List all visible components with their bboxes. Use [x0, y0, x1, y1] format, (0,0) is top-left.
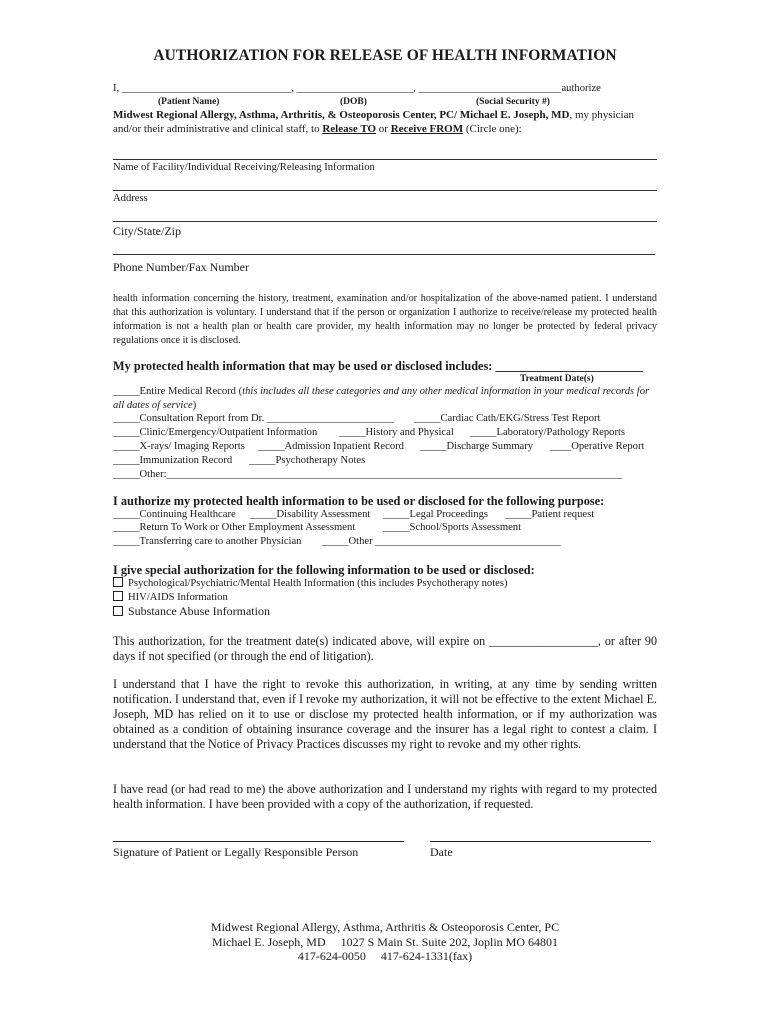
- substance-abuse-label: Substance Abuse Information: [128, 604, 270, 618]
- revocation-paragraph: I understand that I have the right to revoke this authorization, in writing, at any time by sending written notification. I understand that, even if I revoke my authorization, it will not be effective to the extent Michael E. Joseph, MD has relied on it to use or disclose my protected health information, or if my authorization was obtained as a condition of obtaining insurance coverage and the insurer has a legal right to contest a claim. I understand that the Notice of Privacy Practices discusses my right to revoke and my other rights.: [113, 677, 657, 751]
- return-to-work-item[interactable]: _____Return To Work or Other Employment Assessment: [113, 522, 356, 533]
- release-line-start: and/or their administrative and clinical staff, to: [113, 123, 323, 135]
- hiv-aids-label: HIV/AIDS Information: [128, 592, 228, 603]
- other-item[interactable]: _____Other:______________________________________________________________________________________: [113, 469, 623, 480]
- release-line: [113, 123, 522, 135]
- cardiac-cath-item[interactable]: _____Cardiac Cath/EKG/Stress Test Report: [414, 413, 601, 424]
- checkbox-icon[interactable]: [113, 606, 123, 616]
- circle-one-text: (Circle one):: [463, 123, 522, 135]
- facility-field-line[interactable]: [113, 159, 657, 160]
- voluntary-paragraph: health information concerning the history, treatment, examination and/or hospitalization of the above-named patient. I understand that this authorization is voluntary. I understand that if the person or organization I authorize to receive/release my protected health information is not a health plan or health care provider, my health information may no longer be protected by federal privacy regulations once it is disclosed.: [113, 293, 657, 346]
- operative-report-item[interactable]: ____Operative Report: [550, 441, 645, 452]
- continuing-healthcare-item[interactable]: _____Continuing Healthcare: [113, 509, 236, 520]
- history-physical-item[interactable]: _____History and Physical: [339, 427, 454, 438]
- or-text: or: [376, 123, 391, 135]
- provider-name: Midwest Regional Allergy, Asthma, Arthritis, & Osteoporosis Center, PC/ Michael E. Joseph, MD: [113, 109, 570, 121]
- lab-pathology-item[interactable]: _____Laboratory/Pathology Reports: [470, 427, 626, 438]
- expiration-paragraph: This authorization, for the treatment date(s) indicated above, will expire on __________________, or after 90 days if not specified (or through the end of litigation).: [113, 634, 657, 663]
- hiv-aids-checkbox-item[interactable]: [113, 591, 228, 603]
- transferring-care-item[interactable]: _____Transferring care to another Physician: [113, 536, 302, 547]
- ssn-label: (Social Security #): [476, 97, 550, 107]
- clinic-emergency-item[interactable]: _____Clinic/Emergency/Outpatient Information: [113, 427, 318, 438]
- footer-address: Michael E. Joseph, MD 1027 S Main St. Suite 202, Joplin MO 64801: [211, 935, 558, 949]
- phone-field-line[interactable]: [113, 254, 655, 255]
- patient-request-item[interactable]: _____Patient request: [505, 509, 595, 520]
- entire-record-note: this includes all these categories and any other medical information in your medical records for all dates of service: [113, 386, 650, 411]
- acknowledgement-paragraph: I have read (or had read to me) the above authorization and I understand my rights with regard to my protected health information. I have been provided with a copy of the authorization, if requested.: [113, 782, 657, 811]
- section3-heading: I give special authorization for the following information to be used or disclosed:: [113, 563, 535, 577]
- mental-health-label: Psychological/Psychiatric/Mental Health Information (this includes Psychotherapy notes): [128, 578, 508, 589]
- admission-record-item[interactable]: _____Admission Inpatient Record: [258, 441, 404, 452]
- substance-abuse-checkbox-item[interactable]: [113, 604, 270, 619]
- footer-org: Midwest Regional Allergy, Asthma, Arthritis & Osteoporosis Center, PC: [210, 920, 560, 934]
- disability-assessment-item[interactable]: _____Disability Assessment: [250, 509, 371, 520]
- signature-label: Signature of Patient or Legally Responsible Person: [113, 845, 359, 859]
- signature-line[interactable]: [113, 841, 404, 842]
- psychotherapy-notes-item[interactable]: _____Psychotherapy Notes: [249, 455, 366, 466]
- section2-heading: I authorize my protected health information to be used or disclosed for the following purpose:: [113, 494, 605, 508]
- legal-proceedings-item[interactable]: _____Legal Proceedings: [383, 509, 489, 520]
- provider-tail: , my physician: [569, 109, 634, 121]
- page-title: AUTHORIZATION FOR RELEASE OF HEALTH INFORMATION: [153, 47, 617, 64]
- date-line[interactable]: [430, 841, 651, 842]
- entire-record-prefix: _____Entire Medical Record (: [113, 386, 243, 397]
- footer-phone: 417-624-0050 417-624-1331(fax): [297, 949, 473, 963]
- treatment-dates-label: Treatment Date(s): [520, 374, 594, 384]
- dob-label: (DOB): [340, 97, 367, 107]
- consultation-report-item[interactable]: _____Consultation Report from Dr. ________________________: [113, 413, 395, 424]
- school-sports-item[interactable]: _____School/Sports Assessment: [383, 522, 522, 533]
- mental-health-checkbox-item[interactable]: [113, 577, 508, 589]
- entire-record-item[interactable]: [113, 385, 657, 412]
- patient-name-label: (Patient Name): [158, 97, 220, 107]
- city-label: City/State/Zip: [113, 224, 181, 238]
- other-purpose-item[interactable]: _____Other ___________________________________: [322, 536, 561, 547]
- section1-heading: My protected health information that may be used or disclosed includes: ________________________: [113, 359, 644, 373]
- phone-label: Phone Number/Fax Number: [113, 260, 249, 274]
- provider-line: [113, 109, 634, 121]
- immunization-record-item[interactable]: _____Immunization Record: [113, 455, 233, 466]
- checkbox-icon[interactable]: [113, 577, 123, 587]
- checkbox-icon[interactable]: [113, 591, 123, 601]
- xrays-imaging-item[interactable]: _____X-rays/ Imaging Reports: [113, 441, 245, 452]
- release-to-option[interactable]: Release TO: [322, 123, 377, 135]
- entire-record-suffix: ): [192, 399, 197, 411]
- discharge-summary-item[interactable]: _____Discharge Summary: [420, 441, 534, 452]
- date-label: Date: [430, 845, 453, 859]
- receive-from-option[interactable]: Receive FROM: [390, 123, 464, 135]
- address-label: Address: [113, 193, 148, 204]
- address-field-line[interactable]: [113, 190, 657, 191]
- city-field-line[interactable]: [113, 221, 657, 222]
- facility-label: Name of Facility/Individual Receiving/Releasing Information: [113, 162, 375, 173]
- intro-blanks-line: I, ________________________________, ______________________, ___________________________authorize: [113, 83, 601, 94]
